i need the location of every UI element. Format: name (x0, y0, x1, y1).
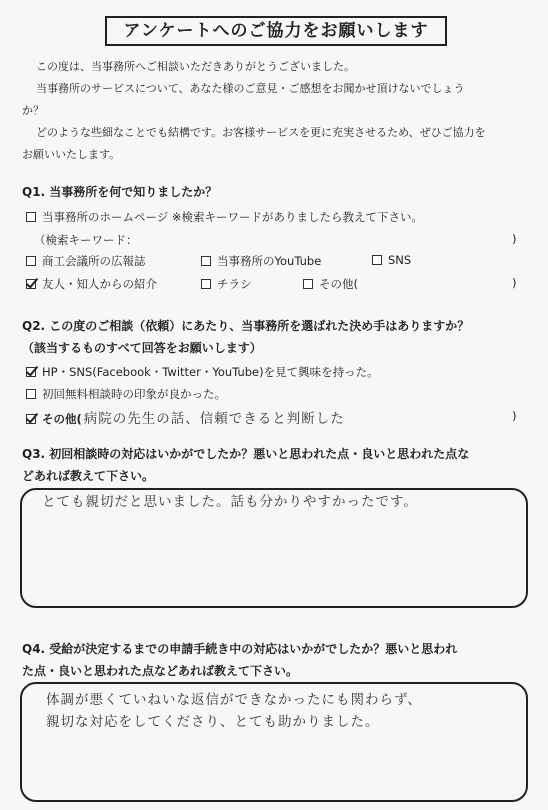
q1-option-chamber[interactable] (26, 253, 146, 269)
q4-heading-line2: た点・良いと思われた点などあれば教えて下さい。 (22, 664, 299, 678)
intro-line: この度は、当事務所へご相談いただきありがとうございました。 (36, 60, 355, 73)
q2-heading: Q2. この度のご相談（依頼）にあたり、当事務所を選ばれた決め手はありますか？ (22, 319, 470, 333)
q1-other-close: ) (512, 276, 517, 290)
q1-option-youtube[interactable] (201, 253, 321, 269)
q4-handwritten-line1: 体調が悪くていねいな返信ができなかったにも関わらず、 (46, 692, 422, 708)
intro-line: か？ (22, 104, 44, 117)
checkbox[interactable] (26, 389, 36, 399)
q1-option-flyer[interactable] (201, 276, 252, 292)
option-label: 初回無料相談時の印象が良かった。 (42, 387, 226, 401)
handwritten-answer: 病院の先生の話、信頼できると判断した (83, 411, 345, 427)
option-label: その他( (319, 277, 358, 291)
checkbox[interactable] (303, 279, 313, 289)
q1-heading: Q1. 当事務所を何で知りましたか？ (22, 185, 218, 199)
intro-line: どのような些細なことでも結構です。お客様サービスを更に充実させるため、ぜひご協力を (36, 126, 486, 139)
q1-keyword-close: ) (512, 232, 517, 246)
option-label: HP・SNS(Facebook・Twitter・YouTube)を見て興味を持った。 (42, 365, 379, 379)
q2-subheading: （該当するものすべて回答をお願いします） (22, 341, 262, 355)
q3-heading-line1: Q3. 初回相談時の対応はいかがでしたか？悪いと思われた点・良いと思われた点な (22, 447, 470, 461)
checkbox[interactable] (26, 212, 36, 222)
option-label: SNS (388, 253, 412, 267)
q3-heading-line2: どあれば教えて下さい。 (22, 469, 155, 483)
q2-other-close: ) (512, 409, 517, 423)
q1-keyword-label: （検索キーワード： (34, 233, 138, 247)
q3-handwritten-answer: とても親切だと思いました。話も分かりやすかったです。 (42, 494, 418, 510)
option-label: その他( (42, 412, 82, 426)
q2-option-consult[interactable] (26, 386, 226, 402)
intro-line: お願いいたします。 (22, 148, 121, 161)
page-title: アンケートへのご協力をお願いします (105, 16, 447, 46)
checkbox[interactable] (201, 279, 211, 289)
checkbox-checked[interactable] (26, 279, 36, 289)
q1-option-friend[interactable] (26, 276, 157, 292)
intro-line: 当事務所のサービスについて、あなた様のご意見・ご感想をお聞かせ頂けないでしょう (36, 82, 465, 95)
q1-option-sns[interactable] (372, 253, 411, 267)
q1-option-homepage[interactable] (26, 209, 423, 225)
option-label: 商工会議所の広報誌 (42, 254, 146, 268)
checkbox-checked[interactable] (26, 367, 36, 377)
intro-text (22, 56, 530, 166)
option-label: 友人・知人からの紹介 (42, 277, 157, 291)
checkbox-checked[interactable] (26, 414, 36, 424)
q3-answer-box[interactable] (20, 488, 528, 608)
checkbox[interactable] (372, 255, 382, 265)
q4-handwritten-line2: 親切な対応をしてくださり、とても助かりました。 (46, 714, 380, 730)
option-label: チラシ (217, 277, 252, 291)
q4-answer-box[interactable] (20, 682, 528, 802)
checkbox[interactable] (201, 256, 211, 266)
option-label: 当事務所のホームページ ※検索キーワードがありましたら教えて下さい。 (42, 210, 424, 224)
q4-heading-line1: Q4. 受給が決定するまでの申請手続き中の対応はいかがでしたか？悪いと思われ (22, 642, 458, 656)
q2-option-other[interactable] (26, 407, 345, 427)
option-label: 当事務所のYouTube (217, 254, 322, 268)
q2-option-hp-sns[interactable] (26, 364, 379, 380)
checkbox[interactable] (26, 256, 36, 266)
q1-option-other[interactable] (303, 276, 358, 292)
